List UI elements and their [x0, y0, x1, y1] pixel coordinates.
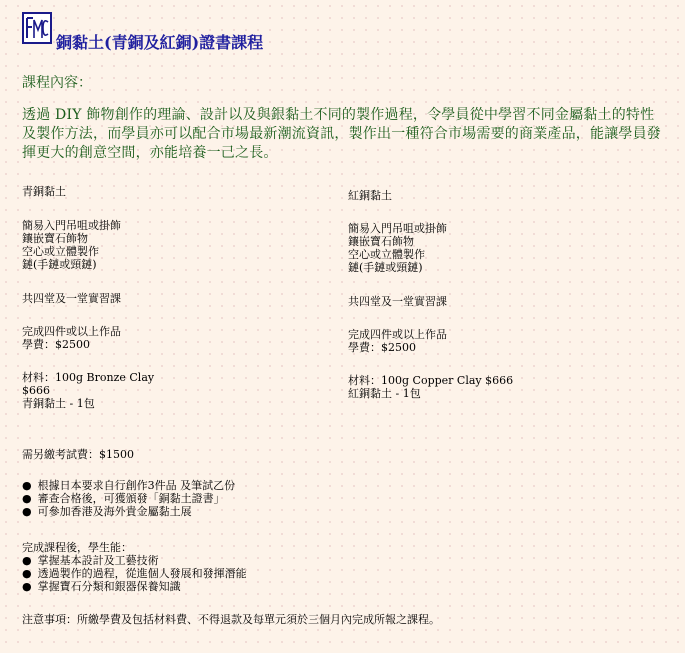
- material-line: 紅銅黏土 - 1包: [348, 387, 421, 400]
- list-item: ● 掌握基本設計及工藝技術: [22, 554, 247, 567]
- exam-bullet-list: [22, 479, 235, 518]
- bronze-item-list: [22, 219, 121, 271]
- material-line: 青銅黏土 - 1包: [22, 397, 95, 410]
- material-line: 材料：100g Bronze Clay: [22, 371, 155, 384]
- material-line: $666: [22, 384, 50, 397]
- course-intro-paragraph: 透過 DIY 飾物創作的理論、設計以及與銀黏土不同的製作過程，令學員從中學習不同金屬黏土的特性及製作方法，而學員亦可以配合市場最新潮流資訊，製作出一種符合市場需要的商業產品，能讓學員發揮更大的創意空間，亦能培養一己之長。: [22, 107, 661, 161]
- bronze-fee: 學費：$2500: [22, 338, 90, 351]
- copper-heading: 紅銅黏土: [348, 189, 392, 202]
- list-item: 簡易入門吊咀或掛飾: [22, 219, 121, 232]
- bronze-works: 完成四件或以上作品: [22, 325, 121, 338]
- bronze-sessions: 共四堂及一堂實習課: [22, 292, 121, 305]
- outcomes-heading: 完成課程後，學生能：: [22, 541, 132, 554]
- bronze-heading: 青銅黏土: [22, 185, 66, 198]
- list-item: 簡易入門吊咀或掛飾: [348, 222, 447, 235]
- bronze-material: [22, 371, 154, 410]
- list-item: ● 可參加香港及海外貴金屬黏土展: [22, 505, 235, 518]
- list-item: ● 審查合格後，可獲頒發「銅黏土證書」: [22, 492, 235, 505]
- outcomes-bullet-list: [22, 554, 247, 593]
- list-item: 空心或立體製作: [348, 248, 425, 261]
- list-item: ● 掌握寶石分類和銀器保養知識: [22, 580, 247, 593]
- copper-sessions: 共四堂及一堂實習課: [348, 295, 447, 308]
- page-title: 銅黏土(青銅及紅銅)證書課程: [56, 33, 264, 52]
- copper-works: 完成四件或以上作品: [348, 328, 447, 341]
- copper-fee: 學費：$2500: [348, 341, 416, 354]
- list-item: ● 透過製作的過程，從進個人發展和發揮潛能: [22, 567, 247, 580]
- course-content-label: 課程內容：: [22, 75, 92, 91]
- material-line: 材料：100g Copper Clay $666: [348, 374, 514, 387]
- copper-material: [348, 374, 513, 400]
- fmc-logo-icon: [22, 12, 52, 44]
- list-item: ● 根據日本要求自行創作3件品 及筆試乙份: [22, 479, 235, 492]
- list-item: 鑲嵌寶石飾物: [348, 235, 414, 248]
- list-item: 鑲嵌寶石飾物: [22, 232, 88, 245]
- list-item: 空心或立體製作: [22, 245, 99, 258]
- notice-text: 注意事項：所繳學費及包括材料費、不得退款及每單元須於三個月內完成所報之課程。: [22, 613, 440, 626]
- list-item: 鏈(手鏈或頸鏈): [22, 258, 97, 271]
- list-item: 鏈(手鏈或頸鏈): [348, 261, 423, 274]
- exam-fee: 需另繳考試費：$1500: [22, 448, 134, 461]
- copper-item-list: [348, 222, 447, 274]
